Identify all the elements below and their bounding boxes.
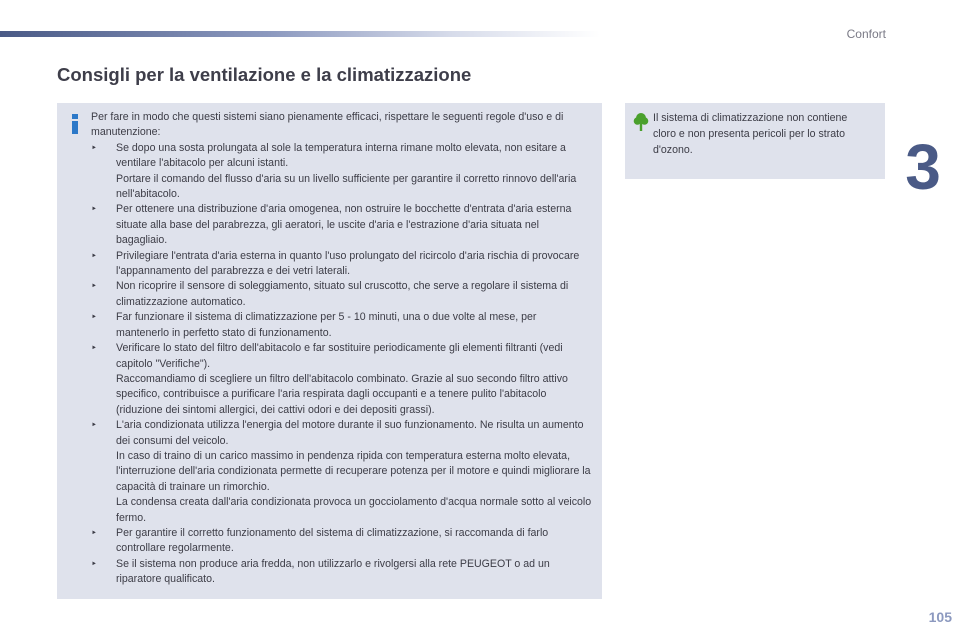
arrow-bullet-icon: ‣ <box>91 281 97 293</box>
list-item <box>91 310 592 341</box>
arrow-bullet-icon: ‣ <box>91 343 97 355</box>
chapter-number: 3 <box>905 131 941 203</box>
tip-paragraph: Raccomandiamo di scegliere un filtro dell'abitacolo combinato. Grazie al suo secondo filtro attivo specifico, contribuisce a purificare l'aria respirata dagli occupanti e a tenere pulito l'abitacolo (riduzione dei sintomi allergici, dei cattivi odori e dei depositi grassi). <box>116 372 568 416</box>
tip-paragraph: Portare il comando del flusso d'aria su un livello sufficiente per garantire il corretto rinnovo dell'aria nell'abitacolo. <box>116 172 577 201</box>
tip-paragraph: Privilegiare l'entrata d'aria esterna in quanto l'uso prolungato del ricircolo d'aria rischia di provocare l'appannamento del parabrezza e dei vetri laterali. <box>116 249 580 278</box>
tip-paragraph: In caso di traino di un carico massimo in pendenza ripida con temperatura esterna molto elevata, l'interruzione dell'aria condizionata permette di recuperare potenza per il motore e quindi migliorare la capacità di trainare un rimorchio. <box>116 449 591 493</box>
arrow-bullet-icon: ‣ <box>91 527 97 539</box>
tip-paragraph: L'aria condizionata utilizza l'energia del motore durante il suo funzionamento. Ne risulta un aumento dei consumi del veicolo. <box>116 419 584 447</box>
eco-note: Il sistema di climatizzazione non contiene cloro e non presenta pericoli per lo strato d'ozono. <box>653 112 848 156</box>
list-item <box>91 341 592 418</box>
arrow-bullet-icon: ‣ <box>91 142 97 154</box>
tips-list <box>91 141 592 588</box>
list-item <box>91 141 592 203</box>
list-item <box>91 418 592 526</box>
arrow-bullet-icon: ‣ <box>91 558 97 570</box>
header-gradient-bar <box>0 31 600 37</box>
info-icon <box>70 114 80 134</box>
tree-icon <box>633 112 649 132</box>
arrow-bullet-icon: ‣ <box>91 312 97 324</box>
tip-paragraph: Per ottenere una distribuzione d'aria omogenea, non ostruire le bocchette d'entrata d'aria esterna situate alla base del parabrezza, gli aeratori, le uscite d'aria e l'estrazione d'aria situata nel bagagliaio. <box>116 203 572 247</box>
page-number: 105 <box>928 609 952 625</box>
page-title: Consigli per la ventilazione e la climatizzazione <box>57 64 472 85</box>
tip-paragraph: Se il sistema non produce aria fredda, non utilizzarlo e rivolgersi alla rete PEUGEOT o ad un riparatore qualificato. <box>116 557 550 586</box>
tip-paragraph: Non ricoprire il sensore di soleggiamento, situato sul cruscotto, che serve a regolare il sistema di climatizzazione automatico. <box>116 280 569 308</box>
arrow-bullet-icon: ‣ <box>91 204 97 216</box>
arrow-bullet-icon: ‣ <box>91 420 97 432</box>
section-label: Confort <box>846 27 886 41</box>
tip-paragraph: La condensa creata dall'aria condizionata provoca un gocciolamento d'acqua normale sotto al veicolo fermo. <box>116 496 592 524</box>
list-item <box>91 557 592 588</box>
tip-paragraph: Verificare lo stato del filtro dell'abitacolo e far sostituire periodicamente gli elementi filtranti (vedi capitolo "Verifiche"). <box>116 342 563 370</box>
tip-paragraph: Far funzionare il sistema di climatizzazione per 5 - 10 minuti, una o due volte al mese, per mantenerlo in perfetto stato di funzionamento. <box>116 311 537 339</box>
tip-paragraph: Se dopo una sosta prolungata al sole la temperatura interna rimane molto elevata, non esitare a ventilare l'abitacolo per alcuni istanti. <box>116 141 566 170</box>
arrow-bullet-icon: ‣ <box>91 250 97 262</box>
info-box <box>57 103 602 599</box>
list-item <box>91 279 592 310</box>
list-item <box>91 526 592 557</box>
tip-paragraph: Per garantire il corretto funzionamento del sistema di climatizzazione, si raccomanda di farlo controllare regolarmente. <box>116 526 549 555</box>
eco-box <box>625 103 885 179</box>
info-intro: Per fare in modo che questi sistemi siano pienamente efficaci, rispettare le seguenti regole d'uso e di manutenzione: <box>91 111 564 139</box>
list-item <box>91 202 592 248</box>
list-item <box>91 249 592 280</box>
